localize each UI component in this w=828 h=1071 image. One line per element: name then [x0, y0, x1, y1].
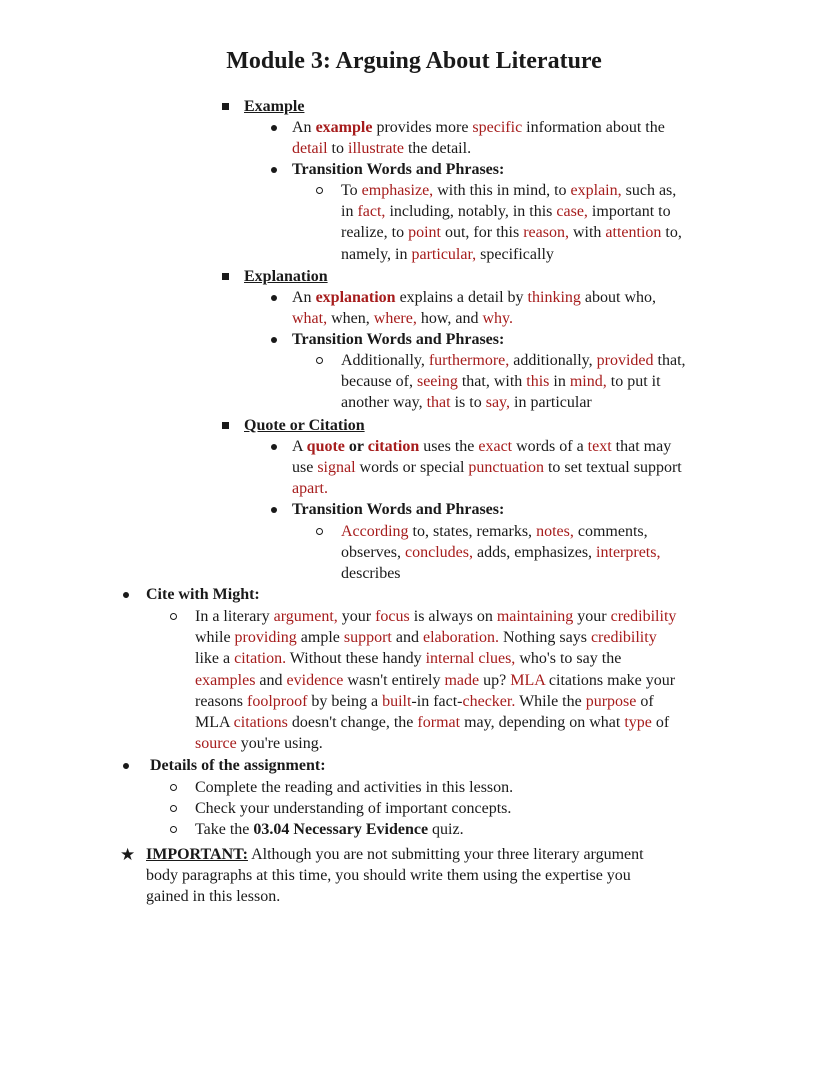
text-line — [195, 777, 513, 798]
text-run: use — [292, 459, 318, 477]
text-run: information about the — [522, 119, 665, 136]
text-line — [195, 733, 676, 754]
text-run: of — [651, 713, 670, 731]
highlighted-term: argument, — [273, 608, 338, 625]
highlighted-term: fact, — [357, 203, 386, 221]
highlighted-term: credibility — [610, 608, 677, 625]
text-run: of — [636, 692, 654, 710]
highlighted-term: MLA — [510, 671, 545, 689]
highlighted-term: evidence — [286, 671, 344, 689]
text-run: An — [292, 289, 316, 306]
section-heading-quote: Quote or Citation — [244, 417, 365, 434]
text-run: words or special — [355, 459, 469, 477]
highlighted-term: this — [526, 373, 550, 391]
text-run: when, — [327, 310, 374, 328]
text-run: citations make your — [544, 671, 676, 689]
text-run: -in fact- — [411, 692, 463, 710]
transition-label: Transition Words and Phrases: — [292, 331, 505, 348]
bullet-icon — [271, 507, 277, 513]
text-run: in — [549, 373, 570, 391]
hollow-bullet-icon — [316, 528, 323, 535]
text-run: While the — [515, 692, 586, 710]
bullet-icon — [271, 444, 277, 450]
square-bullet-icon — [222, 273, 229, 280]
details-heading: Details of the assignment: — [150, 757, 326, 774]
highlighted-term: According — [341, 523, 409, 540]
highlighted-term: case, — [556, 203, 588, 221]
text-run: wasn't entirely — [343, 671, 445, 689]
bullet-icon — [271, 125, 277, 131]
text-run: Take the — [195, 821, 254, 838]
definition-explanation — [292, 287, 656, 329]
text-line — [292, 117, 665, 138]
text-run: to — [327, 140, 348, 158]
highlighted-term: exact — [478, 438, 513, 455]
text-line — [341, 392, 686, 413]
text-run: is always on — [409, 608, 497, 625]
bullet-icon — [271, 167, 277, 173]
text-line — [341, 222, 682, 243]
highlighted-term: notes, — [536, 523, 574, 540]
highlighted-term: where, — [373, 310, 417, 328]
text-run: reasons — [195, 692, 247, 710]
text-run: and — [391, 629, 423, 647]
text-line — [341, 180, 682, 201]
highlighted-term: point — [408, 224, 441, 242]
highlighted-term: reason, — [523, 224, 569, 242]
square-bullet-icon — [222, 103, 229, 110]
highlighted-term: say, — [485, 394, 511, 412]
text-run: ample — [296, 629, 344, 647]
highlighted-term: support — [343, 629, 392, 647]
hollow-bullet-icon — [170, 784, 177, 791]
text-run: namely, in — [341, 245, 412, 263]
highlighted-term: why. — [482, 310, 513, 328]
text-run: in — [341, 203, 358, 221]
highlighted-term: mind, — [569, 373, 607, 391]
text-run: Additionally, — [341, 352, 429, 369]
transition-list-quote — [341, 521, 660, 585]
text-line — [292, 308, 656, 329]
highlighted-term: explain, — [570, 182, 622, 199]
highlighted-term: provided — [596, 352, 654, 369]
text-run: to put it — [606, 373, 661, 391]
cite-heading: Cite with Might: — [146, 586, 260, 603]
text-run: because of, — [341, 373, 417, 391]
text-run: provides more — [372, 119, 473, 136]
section-heading-example: Example — [244, 98, 305, 115]
transition-list-example — [341, 180, 682, 265]
transition-label: Transition Words and Phrases: — [292, 501, 505, 518]
text-run: in particular — [510, 394, 592, 412]
text-run: MLA — [195, 713, 234, 731]
details-item — [195, 798, 511, 819]
text-line — [341, 350, 686, 371]
text-run: quiz. — [428, 821, 464, 838]
text-line — [195, 670, 676, 691]
highlighted-term: explanation — [315, 289, 396, 306]
text-run: Although you are not submitting your three literary argument — [247, 846, 644, 863]
text-line — [195, 627, 676, 648]
text-run: your — [337, 608, 376, 625]
text-line — [195, 798, 511, 819]
highlighted-term: attention — [605, 224, 662, 242]
text-run: to, states, remarks, — [408, 523, 537, 540]
highlighted-term: citation — [367, 438, 420, 455]
text-run: specifically — [476, 245, 554, 263]
highlighted-term: illustrate — [348, 140, 404, 158]
text-run: you're using. — [236, 735, 323, 753]
highlighted-term: made — [444, 671, 480, 689]
bullet-icon — [123, 592, 129, 598]
text-run: adds, emphasizes, — [472, 544, 597, 562]
text-run: To — [341, 182, 362, 199]
text-line — [292, 138, 665, 159]
highlighted-term: that — [426, 394, 451, 412]
highlighted-term: credibility — [590, 629, 657, 647]
text-run: that, with — [457, 373, 527, 391]
text-run: including, notably, in this — [385, 203, 557, 221]
highlighted-term: quote — [306, 438, 345, 455]
text-run: that may — [611, 438, 672, 455]
text-run: out, for this — [440, 224, 524, 242]
text-run: body paragraphs at this time, you should write them using the expertise you — [146, 867, 631, 885]
text-run: Without these handy — [286, 650, 426, 668]
bullet-icon — [123, 763, 129, 769]
text-line — [292, 436, 682, 457]
highlighted-term: citation. — [234, 650, 287, 668]
text-line — [195, 691, 676, 712]
text-line — [195, 819, 464, 840]
details-item — [195, 819, 464, 840]
text-line — [341, 542, 660, 563]
text-run: A — [292, 438, 307, 455]
text-run: about who, — [580, 289, 656, 306]
highlighted-term: format — [417, 713, 461, 731]
text-line — [195, 606, 676, 627]
highlighted-term: maintaining — [496, 608, 574, 625]
highlighted-term: purpose — [585, 692, 637, 710]
hollow-bullet-icon — [170, 805, 177, 812]
transition-list-explanation — [341, 350, 686, 414]
text-run: realize, to — [341, 224, 409, 242]
text-line — [195, 712, 676, 733]
section-heading-explanation: Explanation — [244, 268, 328, 285]
highlighted-term: elaboration. — [422, 629, 499, 647]
text-run: may, depending on what — [460, 713, 625, 731]
highlighted-term: concludes, — [404, 544, 473, 562]
text-run: while — [195, 629, 235, 647]
text-run: your — [573, 608, 611, 625]
cite-paragraph — [195, 606, 676, 754]
highlighted-term: example — [315, 119, 373, 136]
highlighted-term: source — [195, 735, 237, 753]
highlighted-term: seeing — [416, 373, 458, 391]
highlighted-term: specific — [472, 119, 523, 136]
text-run: with — [568, 224, 606, 242]
text-line — [341, 521, 660, 542]
text-run: An — [292, 119, 316, 136]
text-line — [341, 201, 682, 222]
text-run: gained in this lesson. — [146, 888, 281, 906]
bullet-icon — [271, 337, 277, 343]
highlighted-term: or — [344, 438, 368, 455]
hollow-bullet-icon — [170, 613, 177, 620]
important-label: IMPORTANT: — [146, 846, 248, 863]
text-run: with this in mind, to — [433, 182, 571, 199]
text-run: the detail. — [403, 140, 472, 158]
highlighted-term: emphasize, — [361, 182, 434, 199]
hollow-bullet-icon — [170, 826, 177, 833]
text-line — [341, 371, 686, 392]
highlighted-term: focus — [375, 608, 410, 625]
details-item — [195, 777, 513, 798]
text-line — [341, 244, 682, 265]
highlighted-term: thinking — [527, 289, 581, 306]
text-run: another way, — [341, 394, 427, 412]
star-icon: ★ — [120, 845, 136, 865]
highlighted-term: particular, — [411, 245, 477, 263]
text-run: such as, — [621, 182, 677, 199]
highlighted-term: examples — [195, 671, 256, 689]
page-title: Module 3: Arguing About Literature — [226, 48, 602, 74]
text-run: how, and — [416, 310, 483, 328]
text-run: explains a detail by — [395, 289, 528, 306]
highlighted-term: 03.04 Necessary Evidence — [253, 821, 429, 838]
text-run: doesn't change, the — [287, 713, 418, 731]
square-bullet-icon — [222, 422, 229, 429]
text-run: up? — [479, 671, 511, 689]
text-line — [341, 563, 660, 584]
text-run: words of a — [512, 438, 588, 455]
hollow-bullet-icon — [316, 357, 323, 364]
text-line — [195, 648, 676, 669]
important-line-1 — [248, 846, 644, 863]
text-run: observes, — [341, 544, 405, 562]
text-run: important to — [587, 203, 671, 221]
text-run: Check your understanding of important concepts. — [195, 800, 512, 817]
text-run: who's to say the — [515, 650, 622, 668]
text-line — [292, 287, 656, 308]
text-run: like a — [195, 650, 235, 668]
text-run: In a literary — [195, 608, 274, 625]
text-run: to set textual support — [543, 459, 682, 477]
text-run: that, — [653, 352, 686, 369]
highlighted-term: checker. — [462, 692, 516, 710]
highlighted-term: punctuation — [468, 459, 544, 477]
important-note — [146, 844, 644, 908]
highlighted-term: type — [624, 713, 652, 731]
highlighted-term: furthermore, — [428, 352, 510, 369]
hollow-bullet-icon — [316, 187, 323, 194]
text-run: Nothing says — [498, 629, 591, 647]
highlighted-term: text — [587, 438, 612, 455]
text-line — [146, 865, 644, 886]
text-line — [292, 478, 682, 499]
highlighted-term: internal clues, — [425, 650, 516, 668]
text-run: is to — [450, 394, 486, 412]
text-run: additionally, — [509, 352, 597, 369]
highlighted-term: built — [382, 692, 412, 710]
definition-quote — [292, 436, 682, 500]
text-line — [292, 457, 682, 478]
highlighted-term: providing — [234, 629, 297, 647]
highlighted-term: what, — [292, 310, 328, 328]
text-run: by being a — [307, 692, 383, 710]
text-run: and — [255, 671, 287, 689]
highlighted-term: signal — [317, 459, 356, 477]
transition-label: Transition Words and Phrases: — [292, 161, 505, 178]
definition-example — [292, 117, 665, 159]
highlighted-term: citations — [233, 713, 288, 731]
text-line — [146, 886, 644, 907]
highlighted-term: apart. — [292, 480, 328, 498]
text-run: comments, — [573, 523, 648, 540]
highlighted-term: detail — [292, 140, 328, 158]
text-run: Complete the reading and activities in this lesson. — [195, 779, 514, 796]
highlighted-term: interprets, — [596, 544, 661, 562]
text-run: to, — [661, 224, 682, 242]
text-run: describes — [341, 565, 401, 583]
text-run: uses the — [419, 438, 479, 455]
highlighted-term: foolproof — [246, 692, 308, 710]
bullet-icon — [271, 295, 277, 301]
